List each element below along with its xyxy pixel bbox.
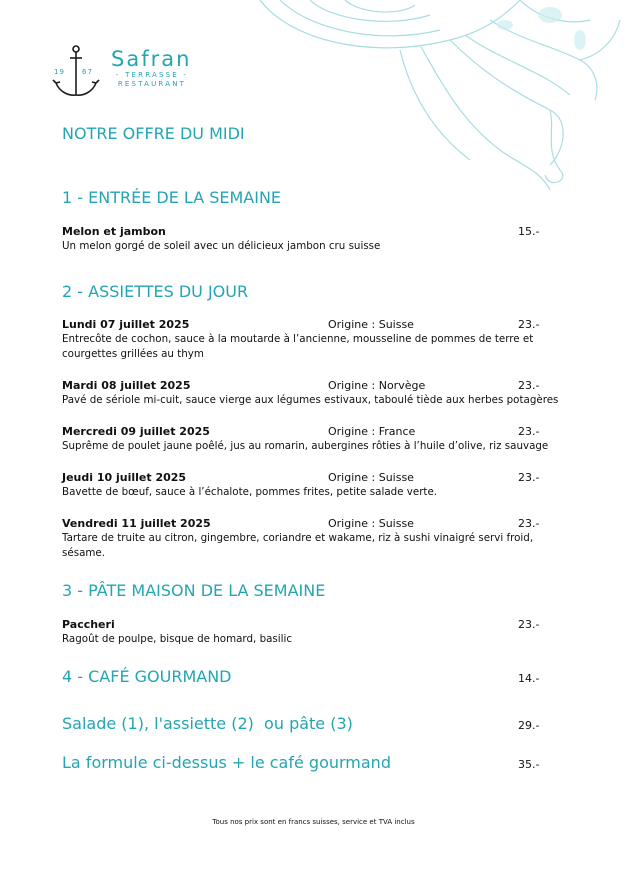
brand-subtitle (111, 71, 193, 89)
day-origin: Origine : Suisse (328, 517, 414, 530)
section-entree-title: 1 - ENTRÉE DE LA SEMAINE (62, 188, 282, 207)
section-pate-title: 3 - PÂTE MAISON DE LA SEMAINE (62, 581, 326, 600)
year-right: 67 (82, 68, 93, 76)
formula-price: 29.- (518, 719, 540, 732)
entree-description: Un melon gorgé de soleil avec un délicieux jambon cru suisse (62, 240, 381, 252)
day-origin: Origine : Suisse (328, 471, 414, 484)
section-cafe-title: 4 - CAFÉ GOURMAND (62, 667, 232, 686)
formula-price: 35.- (518, 758, 540, 771)
pate-price: 23.- (518, 618, 540, 631)
day-description: Suprême de poulet jaune poêlé, jus au romarin, aubergines rôties à l’huile d’olive, riz sauvage (62, 440, 549, 452)
day-description: Entrecôte de cochon, sauce à la moutarde à l’ancienne, mousseline de pommes de terre et courgettes grillées au thym (62, 333, 534, 360)
day-description: Tartare de truite au citron, gingembre, coriandre et wakame, riz à sushi vinaigré servi froid, sésame. (62, 532, 534, 559)
day-title: Mardi 08 juillet 2025 (62, 379, 191, 392)
day-price: 23.- (518, 379, 540, 392)
formula-label: Salade (1), l'assiette (2) ou pâte (3) (62, 714, 353, 733)
year-left: 19 (54, 68, 65, 76)
brand-line-restaurant: RESTAURANT (117, 80, 187, 88)
day-title: Lundi 07 juillet 2025 (62, 318, 190, 331)
pate-description: Ragoût de poulpe, bisque de homard, basilic (62, 633, 293, 645)
jellyfish-illustration (250, 0, 627, 195)
section-assiettes-title: 2 - ASSIETTES DU JOUR (62, 282, 249, 301)
footer-note: Tous nos prix sont en francs suisses, service et TVA inclus (212, 818, 415, 826)
day-price: 23.- (518, 318, 540, 331)
entree-price: 15.- (518, 225, 540, 238)
day-origin: Origine : Norvège (328, 379, 426, 392)
day-origin: Origine : Suisse (328, 318, 414, 331)
brand-line-terrasse: - TERRASSE - (115, 71, 189, 79)
day-title: Mercredi 09 juillet 2025 (62, 425, 210, 438)
day-description: Bavette de bœuf, sauce à l’échalote, pommes frites, petite salade verte. (62, 486, 438, 498)
pate-name: Paccheri (62, 618, 115, 631)
day-title: Jeudi 10 juillet 2025 (62, 471, 187, 484)
day-title: Vendredi 11 juillet 2025 (62, 517, 211, 530)
day-price: 23.- (518, 471, 540, 484)
cafe-price: 14.- (518, 672, 540, 685)
page-title: NOTRE OFFRE DU MIDI (62, 124, 245, 143)
formula-label: La formule ci-dessus + le café gourmand (62, 753, 391, 772)
brand-name: Safran (111, 47, 192, 71)
day-price: 23.- (518, 425, 540, 438)
day-origin: Origine : France (328, 425, 416, 438)
entree-name: Melon et jambon (62, 225, 166, 238)
day-description: Pavé de sériole mi-cuit, sauce vierge aux légumes estivaux, taboulé tiède aux herbes potagères (62, 394, 559, 406)
day-price: 23.- (518, 517, 540, 530)
